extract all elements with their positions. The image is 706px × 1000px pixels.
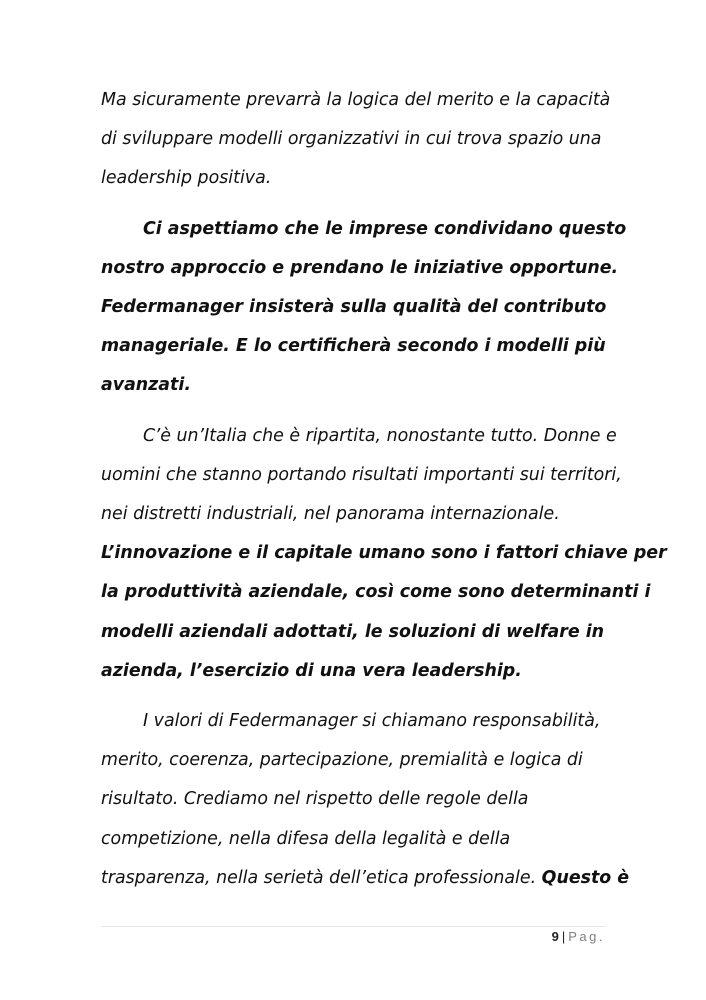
- text-line: risultato. Crediamo nel rispetto delle regole della: [101, 789, 529, 810]
- text-line-bold: L’innovazione e il capitale umano sono i fattori chiave per: [101, 543, 667, 564]
- text-line-bold: manageriale. E lo certificherà secondo i modelli più: [101, 336, 606, 357]
- text-line-bold: azienda, l’esercizio di una vera leadership.: [101, 660, 522, 681]
- text-line: leadership positiva.: [101, 168, 272, 189]
- text-line-bold: la produttività aziendale, così come sono determinanti i: [101, 582, 651, 603]
- text-line-bold: avanzati.: [101, 375, 191, 396]
- text-line-bold: Federmanager insisterà sulla qualità del contributo: [101, 297, 607, 318]
- text-line: merito, coerenza, partecipazione, premialità e logica di: [101, 750, 583, 771]
- page-number: 9: [551, 929, 559, 944]
- text-segment: trasparenza, nella serietà dell’etica professionale.: [101, 867, 537, 888]
- text-line: I valori di Federmanager si chiamano responsabilità,: [143, 711, 601, 732]
- paragraph-gap: [101, 406, 621, 417]
- text-line: C’è un’Italia che è ripartita, nonostante tutto. Donne e: [143, 425, 617, 446]
- text-line-bold: Ci aspettiamo che le imprese condividano questo: [143, 218, 627, 239]
- footer-divider: [101, 926, 606, 927]
- paragraph-gap: [101, 199, 621, 210]
- footer-separator: |: [561, 929, 566, 944]
- text-line: uomini che stanno portando risultati importanti sui territori,: [101, 464, 622, 485]
- text-segment-bold: Questo è: [541, 867, 630, 888]
- body-text: [101, 81, 667, 898]
- text-line-bold: modelli aziendali adottati, le soluzioni di welfare in: [101, 621, 605, 642]
- text-line-bold: nostro approccio e prendano le iniziative opportune.: [101, 257, 619, 278]
- text-line: competizione, nella difesa della legalità e della: [101, 828, 511, 849]
- text-line: nei distretti industriali, nel panorama internazionale.: [101, 504, 560, 525]
- paragraph-gap: [101, 691, 621, 702]
- page-footer: [552, 927, 605, 947]
- text-line: di sviluppare modelli organizzativi in cui trova spazio una: [101, 129, 602, 150]
- text-line: [101, 859, 630, 898]
- page-label: Pag.: [568, 929, 605, 944]
- text-line: Ma sicuramente prevarrà la logica del merito e la capacità: [101, 90, 611, 110]
